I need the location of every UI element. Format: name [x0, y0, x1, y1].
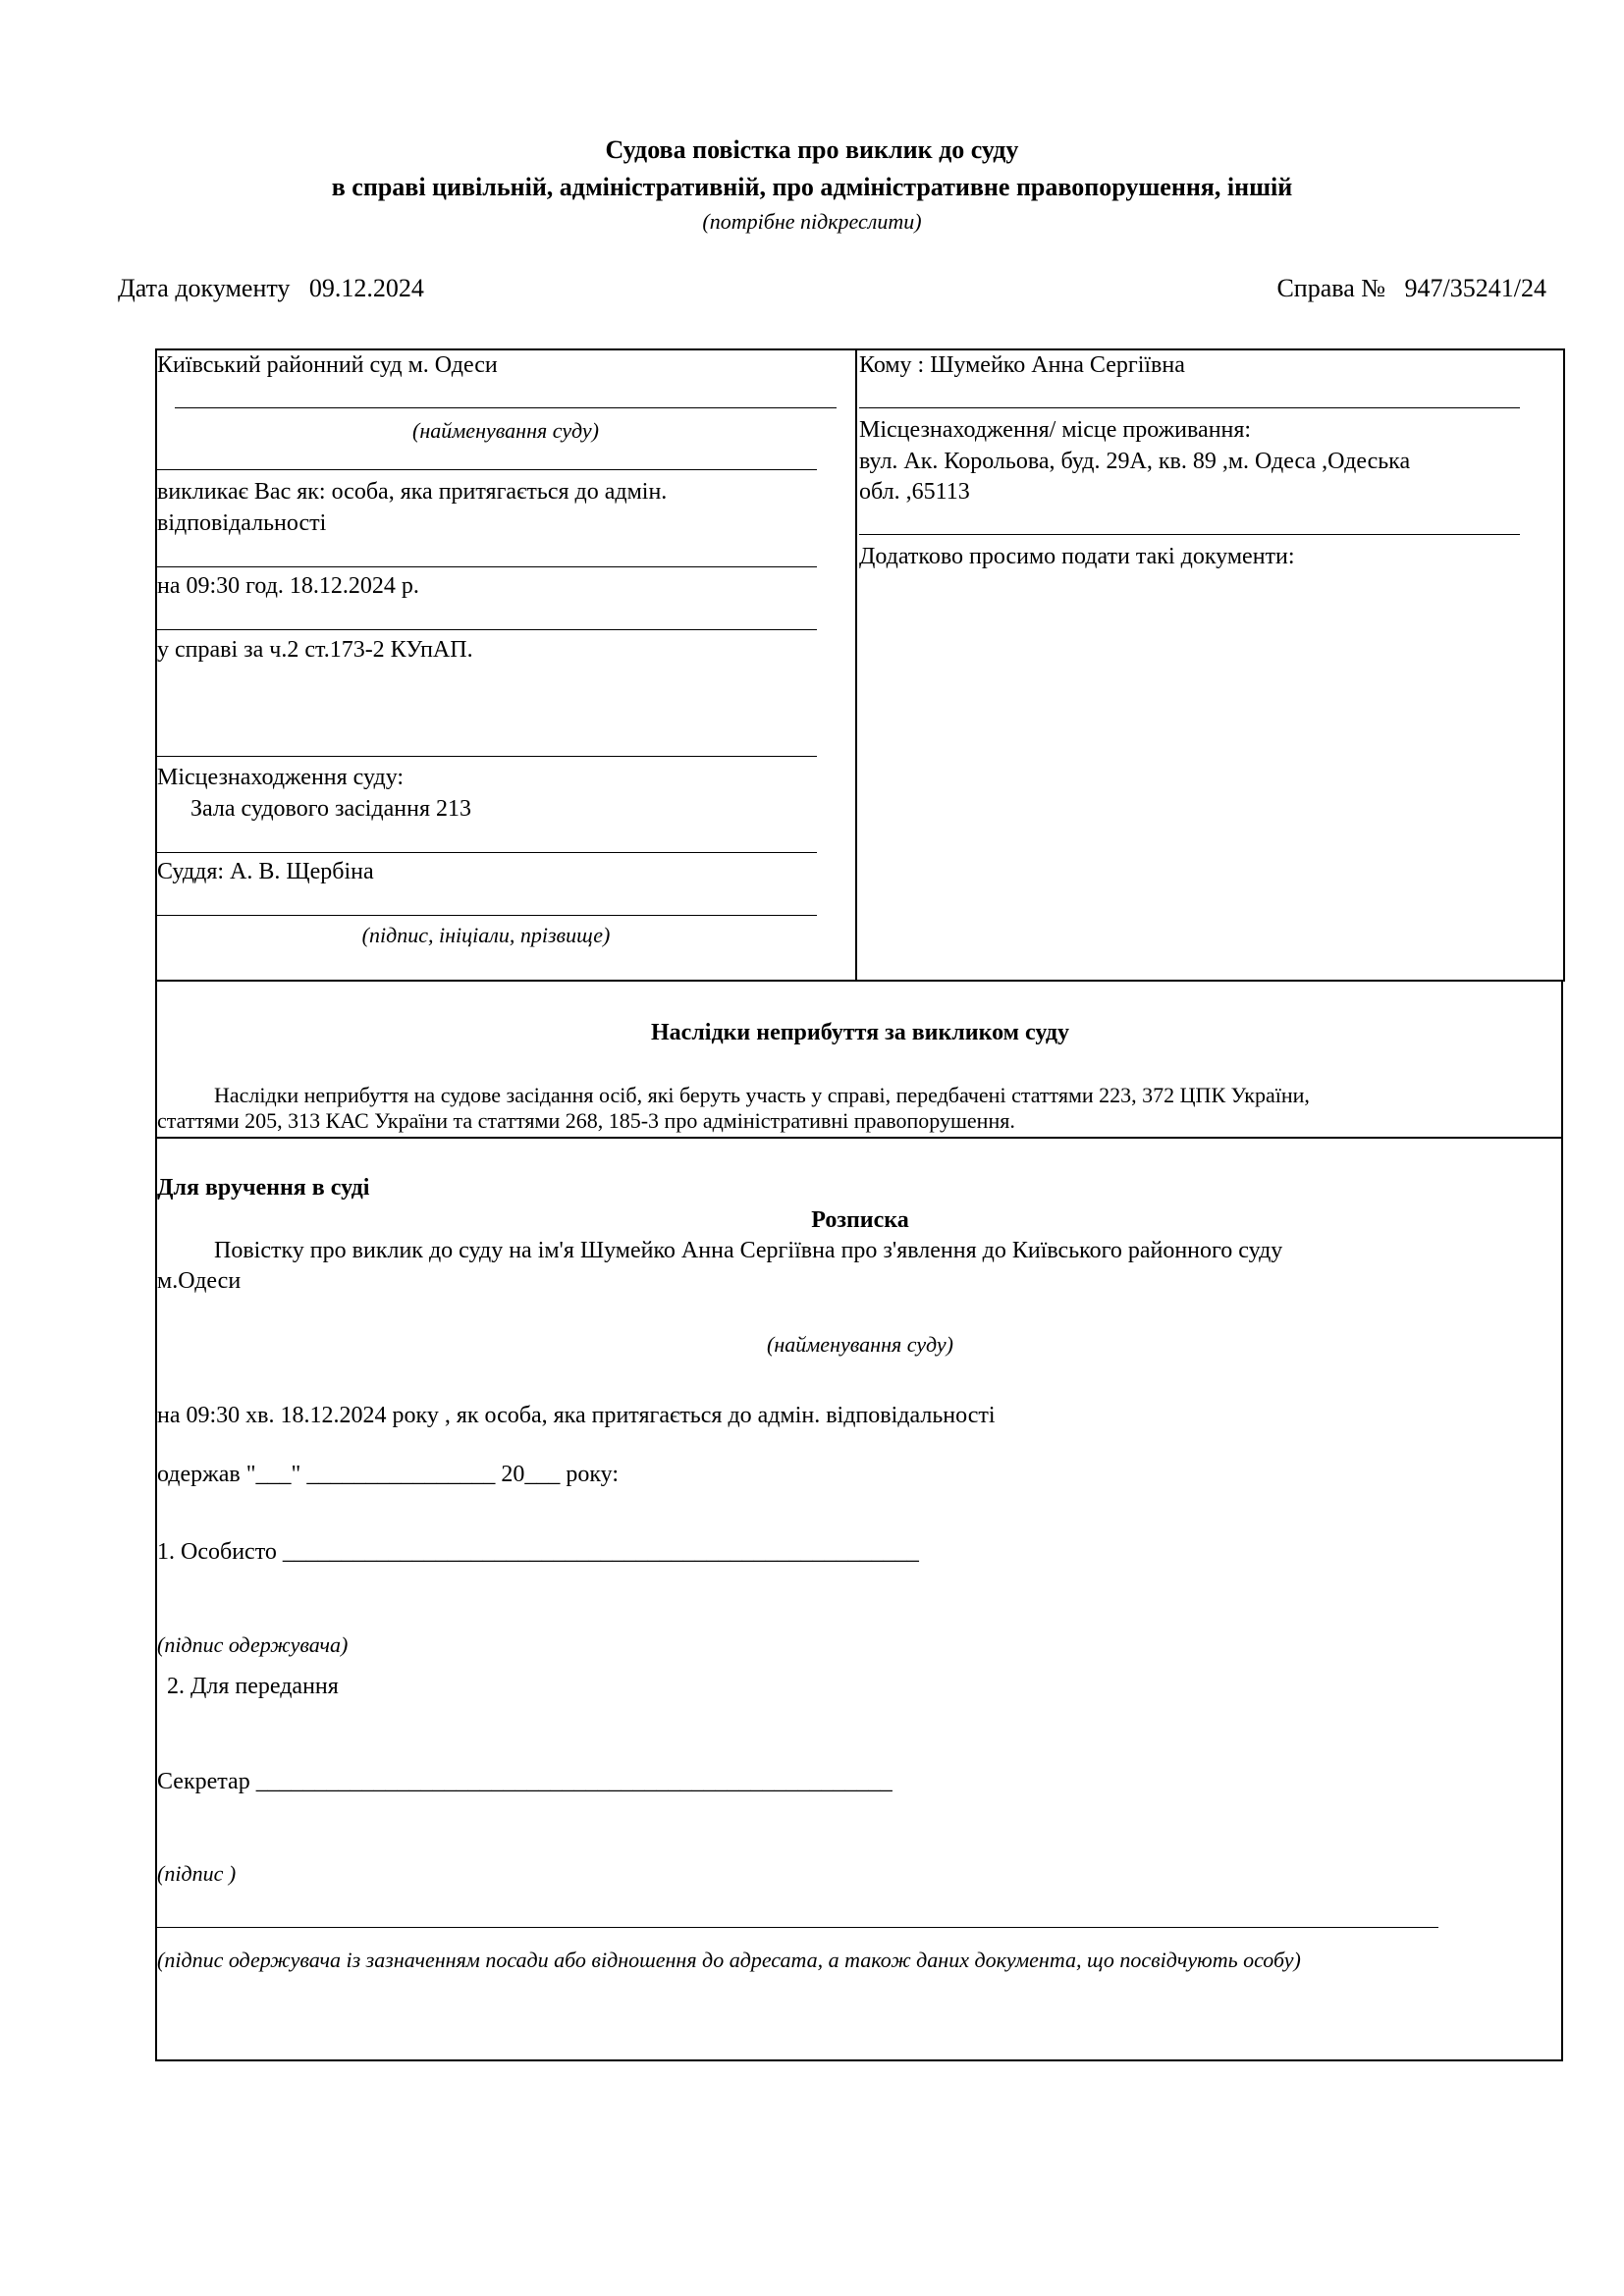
secretary-signature-caption: (підпис ): [157, 1861, 237, 1886]
recipient-signature-caption: (підпис одержувача із зазначенням посади або відношення до адресата, а також даних документа, що посвідчують особу): [157, 1948, 1301, 1972]
divider-6: [157, 915, 817, 916]
recipient: Кому : Шумейко Анна Сергіївна: [859, 352, 1185, 378]
judge-caption: (підпис, ініціали, прізвище): [361, 923, 611, 947]
document-date: [118, 273, 424, 304]
receipt-line-1: Повістку про виклик до суду на ім'я Шумейко Анна Сергіївна про з'явлення до Київського районного суду: [214, 1238, 1283, 1263]
for-court-delivery: Для вручення в суді: [157, 1175, 370, 1201]
personally-caption: (підпис одержувача): [157, 1632, 349, 1657]
column-divider: [855, 348, 857, 982]
receipt-line-2: м.Одеси: [157, 1268, 242, 1294]
hearing-time: на 09:30 год. 18.12.2024 р.: [157, 573, 419, 599]
for-transfer: 2. Для передання: [167, 1674, 339, 1699]
case-value: 947/35241/24: [1404, 274, 1546, 302]
court-name-underline: [175, 407, 837, 408]
court-caption: (найменування суду): [412, 418, 599, 443]
receipt-time-line: на 09:30 хв. 18.12.2024 року , як особа, яка притягається до адмін. відповідальності: [157, 1403, 996, 1428]
court-name: Київський районний суд м. Одеси: [157, 352, 498, 378]
divider-5: [157, 852, 817, 853]
title-line-1: Судова повістка про виклик до суду: [605, 135, 1019, 164]
case-label: Справа №: [1276, 274, 1386, 302]
secretary-line: Секретар ______________________________________________________: [157, 1769, 893, 1794]
address-line-2: обл. ,65113: [859, 479, 970, 505]
receipt-court-caption: (найменування суду): [767, 1332, 953, 1357]
divider-2: [157, 566, 817, 567]
date-value: 09.12.2024: [308, 274, 424, 302]
receipt-box: [155, 1137, 1563, 2061]
divider-4: [157, 756, 817, 757]
personally-line: 1. Особисто ______________________________________________________: [157, 1539, 919, 1565]
consequences-line-1: Наслідки неприбуття на судове засідання осіб, які беруть участь у справі, передбачені статтями 223, 372 ЦПК України,: [214, 1083, 1310, 1107]
address-line-1: вул. Ак. Корольова, буд. 29А, кв. 89 ,м. Одеса ,Одеська: [859, 449, 1411, 474]
date-label: Дата документу: [118, 274, 291, 302]
case-number: [982, 273, 1546, 304]
received-line: одержав "___" ________________ 20___ року:: [157, 1462, 620, 1487]
receipt-title: Розписка: [811, 1207, 909, 1233]
recipient-underline: [859, 407, 1520, 408]
address-underline: [859, 534, 1520, 535]
title-line-2: в справі цивільній, адміністративній, про адміністративне правопорушення, іншій: [331, 173, 1293, 201]
consequences-title: Наслідки неприбуття за викликом суду: [651, 1020, 1069, 1045]
consequences-line-2: статтями 205, 313 КАС України та статтями 268, 185-3 про адміністративні правопорушення.: [157, 1108, 1015, 1133]
recipient-signature-line: [157, 1927, 1438, 1928]
divider-3: [157, 629, 817, 630]
judge: Суддя: А. В. Щербіна: [157, 859, 374, 884]
extra-documents: Додатково просимо подати такі документи:: [859, 544, 1295, 569]
divider-1: [157, 469, 817, 470]
summons-as: викликає Вас як: особа, яка притягається до адмін.: [157, 479, 668, 505]
summons-as-cont: відповідальності: [157, 510, 327, 536]
address-label: Місцезнаходження/ місце проживання:: [859, 417, 1252, 443]
subtitle: (потрібне підкреслити): [702, 209, 922, 234]
court-location-value: Зала судового засідання 213: [190, 796, 472, 822]
court-location-label: Місцезнаходження суду:: [157, 765, 405, 790]
case-article: у справі за ч.2 ст.173-2 КУпАП.: [157, 637, 473, 663]
